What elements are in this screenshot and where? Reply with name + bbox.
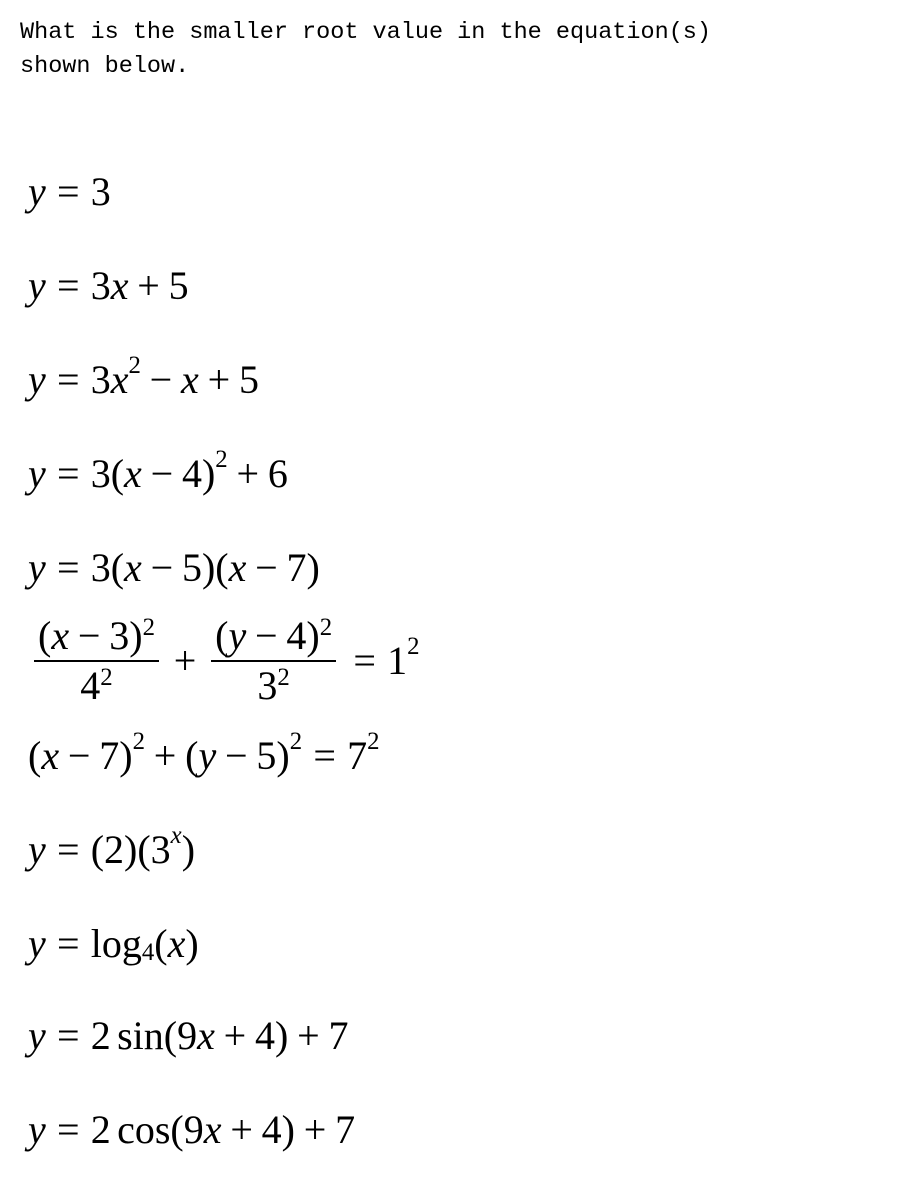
equation-ellipse: $\frac{(x - 3)^2}{4^2}$ + $\frac{(y - 4)^2}{3^2}$ = 1 $^2$: [28, 616, 419, 706]
fraction-x: $\frac{(x - 3)^2}{4^2}$: [34, 616, 159, 706]
equation-quadratic-standard: y = 3 x $^2$ − x + 5: [28, 352, 259, 402]
fraction-y: $\frac{(y - 4)^2}{3^2}$: [211, 616, 336, 706]
equation-logarithm: y = log $_4$ ( x ): [28, 921, 199, 966]
equation-quadratic-factored: y = 3( x − 5)( x − 7): [28, 545, 320, 590]
equation-quadratic-vertex: y = 3( x − 4) $^2$ + 6: [28, 446, 288, 496]
equation-constant: y = 3: [28, 169, 111, 214]
equation-sine: y = 2 sin (9 x + 4) + 7: [28, 1013, 349, 1058]
equation-exponential: y = (2)(3 $^x$ ): [28, 822, 196, 872]
equation-circle: ( x − 7) $^2$ + ( y − 5) $^2$ = 7 $^2$: [28, 728, 380, 778]
equation-cosine: y = 2 cos (9 x + 4) + 7: [28, 1107, 356, 1152]
question-text: What is the smaller root value in the equation(s) shown below.: [20, 19, 712, 80]
equation-linear: y = 3 x + 5: [28, 263, 189, 308]
